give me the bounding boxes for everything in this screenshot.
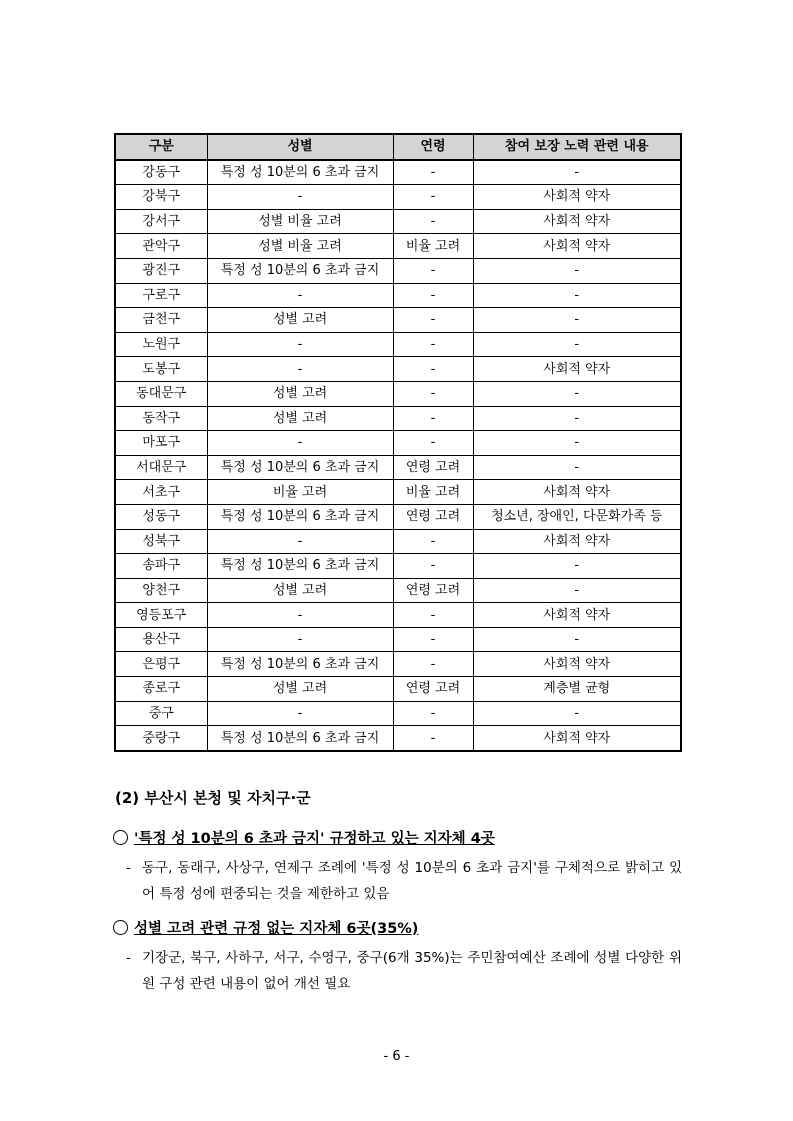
cell-district: 구로구: [115, 283, 207, 308]
cell-participation: 사회적 약자: [473, 357, 681, 382]
cell-participation: 사회적 약자: [473, 234, 681, 259]
cell-district: 성북구: [115, 529, 207, 554]
cell-gender: -: [207, 529, 393, 554]
cell-participation: 계층별 균형: [473, 677, 681, 702]
cell-gender: 성별 비율 고려: [207, 234, 393, 259]
dash-bullet: -: [126, 860, 131, 876]
cell-district: 강서구: [115, 209, 207, 234]
dash-bullet: -: [126, 950, 131, 966]
cell-participation: -: [473, 406, 681, 431]
cell-district: 은평구: [115, 652, 207, 677]
cell-participation: -: [473, 308, 681, 333]
cell-district: 종로구: [115, 677, 207, 702]
table-row: [115, 185, 681, 210]
cell-participation: -: [473, 431, 681, 456]
table-row: [115, 332, 681, 357]
cell-age: 연령 고려: [393, 455, 473, 480]
cell-participation: -: [473, 258, 681, 283]
cell-age: -: [393, 726, 473, 751]
table-row: [115, 308, 681, 333]
cell-district: 서초구: [115, 480, 207, 505]
cell-age: -: [393, 431, 473, 456]
table-header-row: [115, 134, 681, 160]
cell-district: 중랑구: [115, 726, 207, 751]
table-row: [115, 603, 681, 628]
table-row: [115, 406, 681, 431]
table-row: [115, 504, 681, 529]
cell-district: 동작구: [115, 406, 207, 431]
item-detail-2-text: 기장군, 북구, 사하구, 서구, 수영구, 중구(6개 35%)는 주민참여예산 조례에 성별 다양한 위원 구성 관련 내용이 없어 개선 필요: [142, 950, 682, 992]
table-row: [115, 652, 681, 677]
cell-gender: -: [207, 627, 393, 652]
cell-participation: -: [473, 455, 681, 480]
cell-age: 연령 고려: [393, 677, 473, 702]
cell-district: 영등포구: [115, 603, 207, 628]
circle-bullet-icon: [113, 920, 128, 935]
cell-participation: 사회적 약자: [473, 529, 681, 554]
item-heading-2-text: 성별 고려 관련 규정 없는 지자체 6곳(35%): [134, 921, 419, 937]
table-body: [115, 160, 681, 751]
table-row: [115, 627, 681, 652]
cell-participation: 사회적 약자: [473, 726, 681, 751]
cell-district: 금천구: [115, 308, 207, 333]
cell-age: -: [393, 529, 473, 554]
cell-participation: -: [473, 160, 681, 185]
cell-gender: 특정 성 10분의 6 초과 금지: [207, 504, 393, 529]
cell-age: -: [393, 357, 473, 382]
table-row: [115, 431, 681, 456]
cell-district: 관악구: [115, 234, 207, 259]
cell-age: -: [393, 406, 473, 431]
cell-district: 노원구: [115, 332, 207, 357]
table-row: [115, 701, 681, 726]
cell-participation: 사회적 약자: [473, 185, 681, 210]
cell-gender: 특정 성 10분의 6 초과 금지: [207, 258, 393, 283]
cell-age: -: [393, 701, 473, 726]
table-row: [115, 529, 681, 554]
cell-age: -: [393, 258, 473, 283]
cell-district: 광진구: [115, 258, 207, 283]
item-heading-2: [113, 917, 418, 938]
cell-age: 비율 고려: [393, 480, 473, 505]
cell-participation: -: [473, 283, 681, 308]
cell-district: 송파구: [115, 554, 207, 579]
cell-participation: 사회적 약자: [473, 209, 681, 234]
cell-participation: 사회적 약자: [473, 652, 681, 677]
cell-gender: -: [207, 357, 393, 382]
cell-participation: 사회적 약자: [473, 480, 681, 505]
cell-district: 도봉구: [115, 357, 207, 382]
table-row: [115, 455, 681, 480]
cell-age: -: [393, 627, 473, 652]
cell-gender: -: [207, 701, 393, 726]
cell-district: 강동구: [115, 160, 207, 185]
table-row: [115, 480, 681, 505]
cell-age: 연령 고려: [393, 578, 473, 603]
cell-gender: -: [207, 603, 393, 628]
cell-age: -: [393, 209, 473, 234]
cell-gender: 특정 성 10분의 6 초과 금지: [207, 455, 393, 480]
table-row: [115, 209, 681, 234]
cell-district: 동대문구: [115, 381, 207, 406]
cell-gender: 특정 성 10분의 6 초과 금지: [207, 160, 393, 185]
cell-gender: 성별 고려: [207, 308, 393, 333]
header-age: 연령: [393, 134, 473, 160]
cell-age: -: [393, 283, 473, 308]
cell-age: -: [393, 308, 473, 333]
cell-district: 강북구: [115, 185, 207, 210]
cell-gender: 성별 고려: [207, 381, 393, 406]
table-row: [115, 160, 681, 185]
cell-age: -: [393, 381, 473, 406]
cell-gender: -: [207, 332, 393, 357]
cell-participation: -: [473, 332, 681, 357]
cell-participation: 사회적 약자: [473, 603, 681, 628]
cell-age: -: [393, 185, 473, 210]
item-detail-2: [126, 945, 682, 997]
cell-gender: -: [207, 283, 393, 308]
cell-district: 마포구: [115, 431, 207, 456]
cell-participation: -: [473, 381, 681, 406]
cell-age: -: [393, 332, 473, 357]
section-title: (2) 부산시 본청 및 자치구·군: [115, 789, 311, 807]
cell-gender: -: [207, 431, 393, 456]
table-row: [115, 258, 681, 283]
cell-age: 연령 고려: [393, 504, 473, 529]
cell-gender: 특정 성 10분의 6 초과 금지: [207, 652, 393, 677]
table-row: [115, 234, 681, 259]
cell-district: 성동구: [115, 504, 207, 529]
cell-gender: 특정 성 10분의 6 초과 금지: [207, 726, 393, 751]
table-row: [115, 381, 681, 406]
cell-age: -: [393, 554, 473, 579]
cell-district: 양천구: [115, 578, 207, 603]
header-district: 구분: [115, 134, 207, 160]
cell-age: -: [393, 603, 473, 628]
table-row: [115, 357, 681, 382]
cell-gender: -: [207, 185, 393, 210]
table-row: [115, 283, 681, 308]
cell-age: -: [393, 160, 473, 185]
cell-gender: 비율 고려: [207, 480, 393, 505]
cell-participation: -: [473, 701, 681, 726]
cell-gender: 성별 고려: [207, 578, 393, 603]
table-row: [115, 726, 681, 751]
district-comparison-table: [114, 133, 682, 752]
cell-age: -: [393, 652, 473, 677]
item-heading-1: [113, 827, 495, 848]
circle-bullet-icon: [113, 830, 128, 845]
item-detail-1-text: 동구, 동래구, 사상구, 연제구 조례에 '특정 성 10분의 6 초과 금지'를 구체적으로 밝히고 있어 특정 성에 편중되는 것을 제한하고 있음: [142, 860, 682, 902]
cell-age: 비율 고려: [393, 234, 473, 259]
cell-participation: -: [473, 578, 681, 603]
header-participation: 참여 보장 노력 관련 내용: [473, 134, 681, 160]
page-number: - 6 -: [383, 1049, 410, 1064]
cell-participation: -: [473, 627, 681, 652]
cell-participation: 청소년, 장애인, 다문화가족 등: [473, 504, 681, 529]
cell-gender: 성별 고려: [207, 406, 393, 431]
cell-district: 중구: [115, 701, 207, 726]
cell-district: 용산구: [115, 627, 207, 652]
header-gender: 성별: [207, 134, 393, 160]
item-detail-1: [126, 855, 682, 907]
cell-gender: 성별 비율 고려: [207, 209, 393, 234]
cell-gender: 성별 고려: [207, 677, 393, 702]
cell-district: 서대문구: [115, 455, 207, 480]
table-row: [115, 554, 681, 579]
cell-gender: 특정 성 10분의 6 초과 금지: [207, 554, 393, 579]
item-heading-1-text: '특정 성 10분의 6 초과 금지' 규정하고 있는 지자체 4곳: [134, 831, 495, 847]
cell-participation: -: [473, 554, 681, 579]
table-row: [115, 578, 681, 603]
table-row: [115, 677, 681, 702]
